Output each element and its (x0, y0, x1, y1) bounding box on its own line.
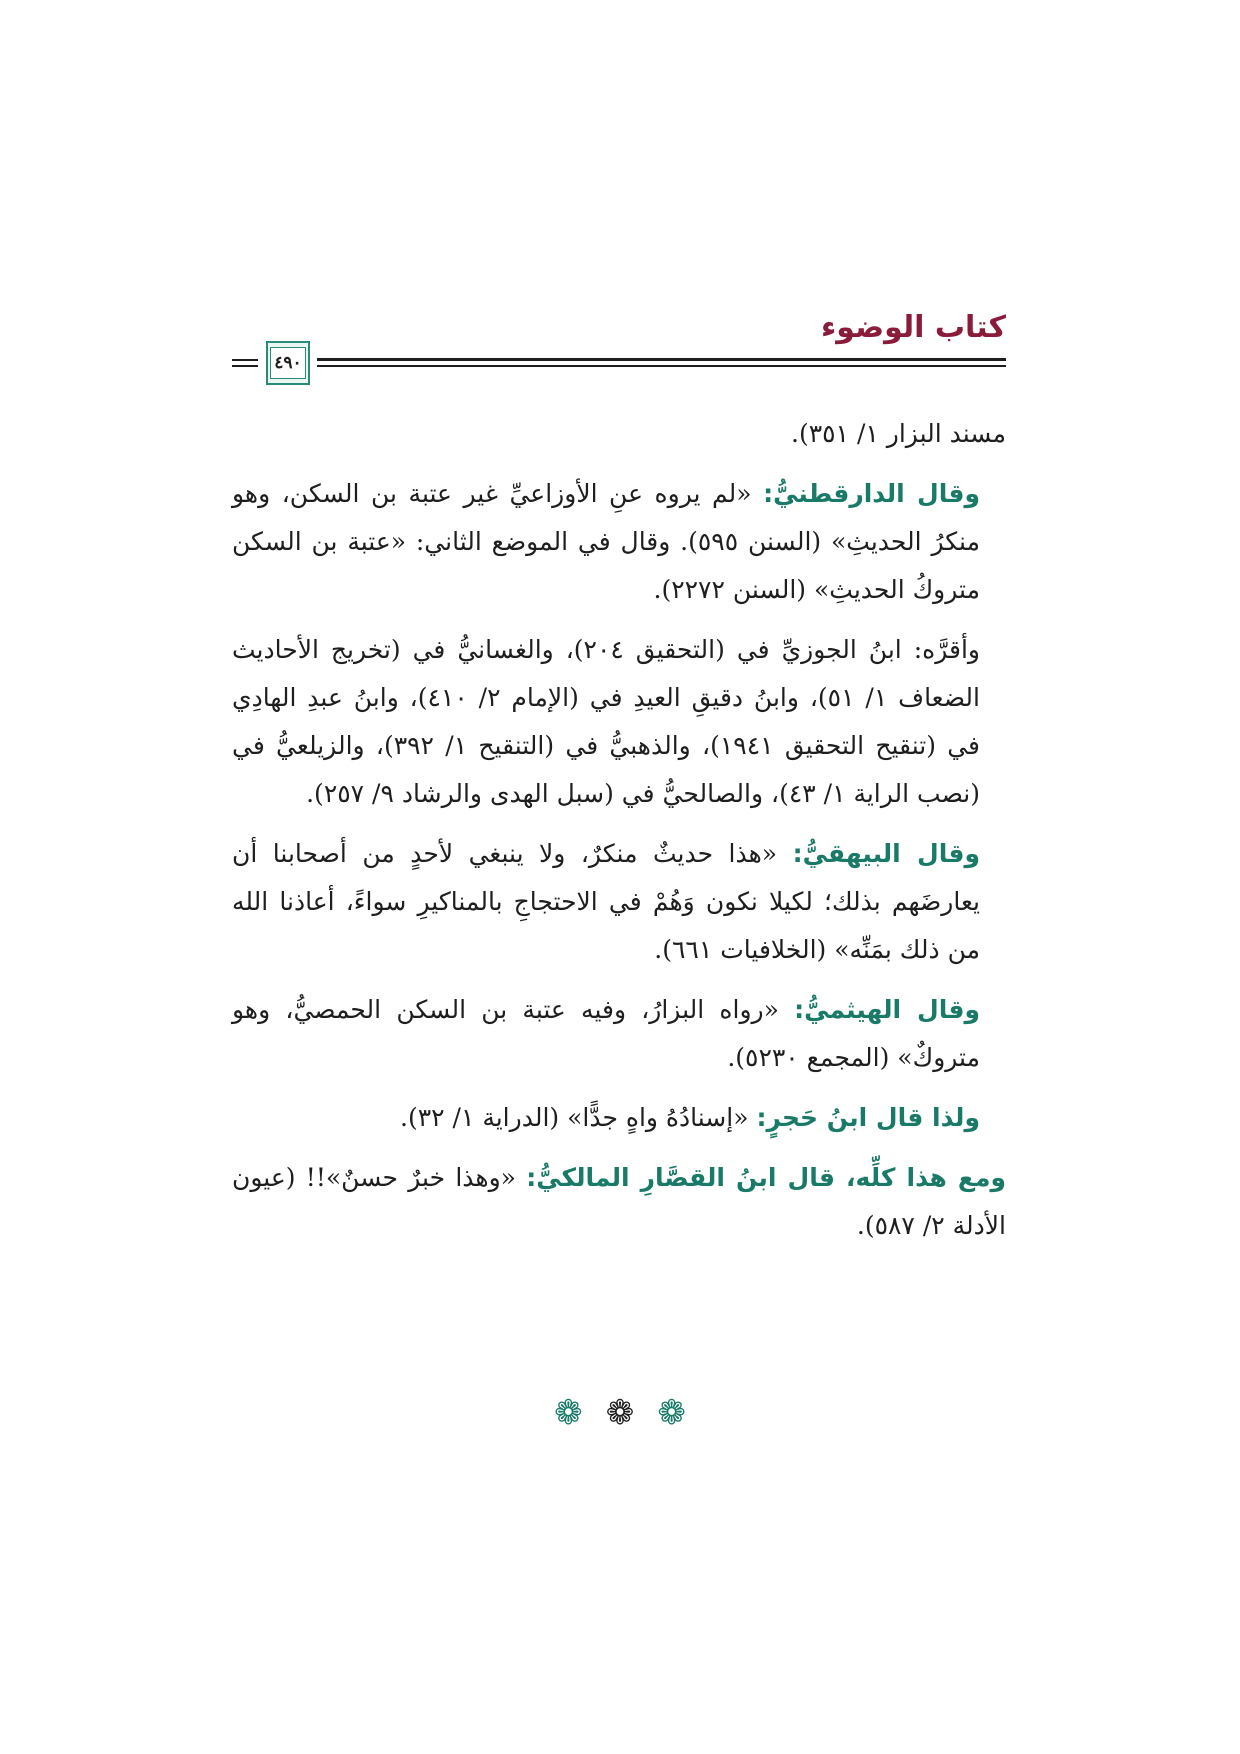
paragraph-lead: وقال الهيثميُّ: (794, 995, 980, 1024)
header-rule-left-thin (232, 365, 258, 367)
page-number: ٤٩٠ (270, 347, 306, 379)
page-header (232, 310, 1006, 390)
header-rule (317, 358, 1006, 361)
paragraph-citation (232, 410, 1006, 458)
page-number-box (266, 341, 310, 385)
page-body (232, 410, 1006, 1262)
paragraph-text: مسند البزار ١/ ٣٥١). (791, 419, 1006, 448)
paragraph-ibn-qassar (232, 1154, 1006, 1250)
paragraph-lead: وقال البيهقيُّ: (792, 839, 980, 868)
header-rule-left (232, 359, 258, 361)
flower-ornament-icon: ❁ (554, 1393, 583, 1433)
paragraph-daraqutni (232, 470, 1006, 614)
paragraph-text: «لم يروه عنِ الأوزاعيِّ غير عتبة بن السكن، وهو منكرُ الحديثِ» (السنن ٥٩٥). وقال في الموضع الثاني: «عتبة بن السكن متروكُ الحديثِ» (السنن ٢٢٧٢). (232, 479, 980, 604)
paragraph-approvals (232, 626, 1006, 818)
paragraph-text: «إسنادُهُ واهٍ جدًّا» (الدراية ١/ ٣٢). (400, 1103, 757, 1132)
paragraph-ibn-hajar (232, 1094, 1006, 1142)
flower-ornament-icon: ❁ (657, 1393, 686, 1433)
paragraph-lead: وقال الدارقطنيُّ: (763, 479, 980, 508)
paragraph-bayhaqi (232, 830, 1006, 974)
paragraph-lead: ومع هذا كلِّه، قال ابنُ القصَّارِ المالكيُّ: (526, 1163, 1006, 1192)
paragraph-text: «هذا حديثٌ منكرٌ، ولا ينبغي لأحدٍ من أصحابنا أن يعارضَهم بذلك؛ لكيلا نكون وَهُمْ في الاحتجاجِ بالمناكيرِ سواءً، أعاذنا الله من ذلك بمَنِّه» (الخلافيات ٦٦١). (232, 839, 980, 964)
paragraph-text: وأقرَّه: ابنُ الجوزيِّ في (التحقيق ٢٠٤)، والغسانيُّ في (تخريج الأحاديث الضعاف ١/ ٥١)، وابنُ دقيقِ العيدِ في (الإمام ٢/ ٤١٠)، وابنُ عبدِ الهادِي في (تنقيح التحقيق ١٩٤١)، والذهبيُّ في (التنقيح ١/ ٣٩٢)، والزيلعيُّ في (نصب الراية ١/ ٤٣)، والصالحيُّ في (سبل الهدى والرشاد ٩/ ٢٥٧). (232, 635, 981, 808)
flower-ornament-icon: ❁ (605, 1393, 635, 1433)
paragraph-haythami (232, 986, 1006, 1082)
header-rule-thin (317, 365, 1006, 367)
paragraph-text: «رواه البزارُ، وفيه عتبة بن السكن الحمصيُّ، وهو متروكٌ» (المجمع ٥٢٣٠). (232, 995, 980, 1072)
paragraph-text: «وهذا خبرٌ حسنٌ»!! (عيون الأدلة ٢/ ٥٨٧). (232, 1163, 1006, 1240)
paragraph-lead: ولذا قال ابنُ حَجرٍ: (756, 1103, 980, 1132)
book-title: كتاب الوضوء (820, 310, 1006, 345)
section-end-ornaments (0, 1393, 1240, 1433)
